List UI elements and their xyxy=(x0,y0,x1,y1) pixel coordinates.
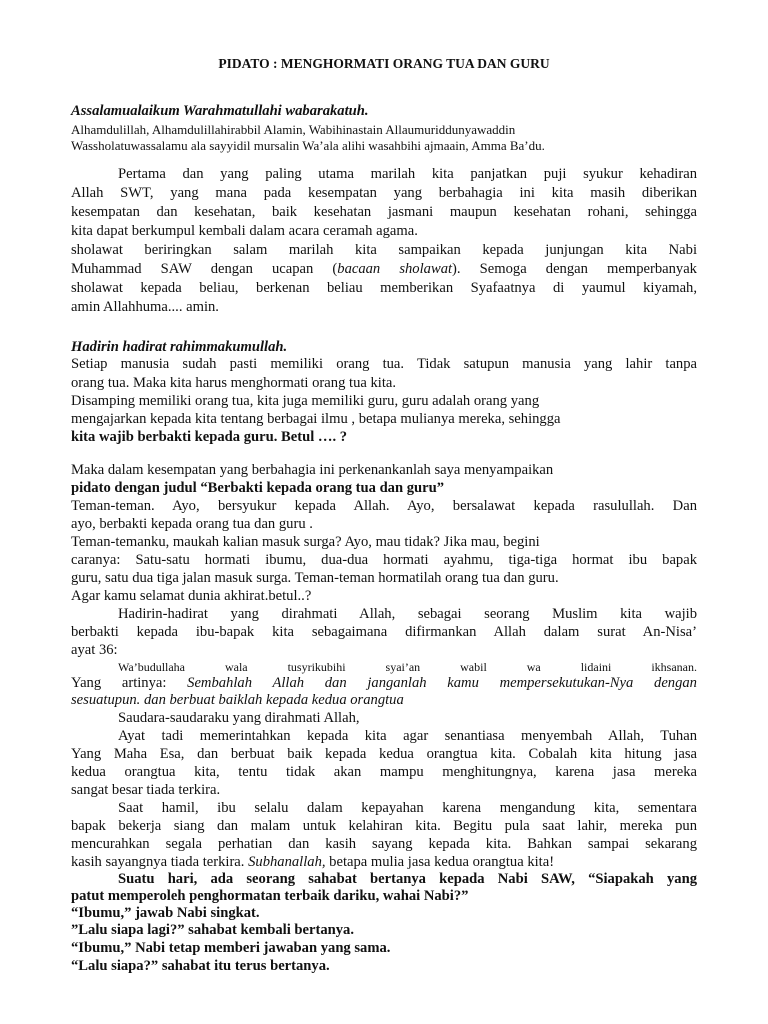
section3-line-10: berbakti kepada ibu-bapak kita sebagaimana difirmankan Allah dalam surat An-Nisa’ xyxy=(71,624,697,640)
section3-line-4: ayo, berbakti kepada orang tua dan guru . xyxy=(71,516,313,532)
para1-line-2: Allah SWT, yang mana pada kesempatan yang berbahagia ini kita masih diberikan xyxy=(71,185,697,201)
section3-line-6: caranya: Satu-satu hormati ibumu, dua-dua hormati ayahmu, tiga-tiga hormat ibu bapak xyxy=(71,552,697,568)
para1-line-4: kita dapat berkumpul kembali dalam acara ceramah agama. xyxy=(71,223,418,239)
section3-line-24: patut memperoleh penghormatan terbaik dariku, wahai Nabi?” xyxy=(71,888,469,904)
para2-line-4: amin Allahhuma.... amin. xyxy=(71,299,219,315)
arabic-transliteration: Wa’budullaha wala tusyrikubihi syai’an wabil wa lidaini ikhsanan. xyxy=(118,660,697,674)
section3-line-27: “Ibumu,” Nabi tetap memberi jawaban yang sama. xyxy=(71,940,391,956)
section3-line-26: ”Lalu siapa lagi?” sahabat kembali bertanya. xyxy=(71,922,355,938)
para1-line-1: Pertama dan yang paling utama marilah kita panjatkan puji syukur kehadiran xyxy=(118,166,697,182)
section3-line-19: Saat hamil, ibu selalu dalam kepayahan karena mengandung kita, sementara xyxy=(118,800,697,816)
para1-line-3: kesempatan dan kesehatan, baik kesehatan jasmani maupun kesehatan rohani, sehingga xyxy=(71,204,697,220)
section3-line-22: kasih sayangnya tiada terkira. Subhanallah, betapa mulia jasa kedua orangtua kita! xyxy=(71,854,555,870)
section2-line-4: mengajarkan kepada kita tentang berbagai ilmu , betapa mulianya mereka, sehingga xyxy=(71,411,561,427)
document-title: PIDATO : MENGHORMATI ORANG TUA DAN GURU xyxy=(218,56,550,71)
section3-line-5: Teman-temanku, maukah kalian masuk surga? Ayo, mau tidak? Jika mau, begini xyxy=(71,534,540,550)
section3-line-16: Yang Maha Esa, dan berbuat baik kepada kedua orangtua kita. Cobalah kita hitung jasa xyxy=(71,746,697,762)
bacaan-sholawat: bacaan sholawat xyxy=(337,261,453,277)
para2-line-1: sholawat beriringkan salam marilah kita sampaikan kepada junjungan kita Nabi xyxy=(71,242,697,258)
section3-line-18: sangat besar tiada terkira. xyxy=(71,782,221,798)
section3-line-20: bapak bekerja siang dan malam untuk kelahiran kita. Begitu pula saat lahir, mereka pun xyxy=(71,818,697,834)
section2-line-5: kita wajib berbakti kepada guru. Betul …. ? xyxy=(71,429,348,445)
section3-line-17: kedua orangtua kita, tentu tidak akan mampu menghitungnya, karena jasa mereka xyxy=(71,764,697,780)
section3-line-23: Suatu hari, ada seorang sahabat bertanya kepada Nabi SAW, “Siapakah yang xyxy=(118,871,697,887)
section2-line-2: orang tua. Maka kita harus menghormati orang tua kita. xyxy=(71,375,397,391)
translation-line-1: Yang artinya: Sembahlah Allah dan janganlah kamu mempersekutukan-Nya dengan xyxy=(71,675,697,691)
section3-line-25: “Ibumu,” jawab Nabi singkat. xyxy=(71,905,260,921)
opening-line-1: Alhamdulillah, Alhamdulillahirabbil Alamin, Wabihinastain Allaumuriddunyawaddin xyxy=(71,122,516,137)
section3-line-28: “Lalu siapa?” sahabat itu terus bertanya. xyxy=(71,958,330,974)
section3-line-11: ayat 36: xyxy=(71,642,118,658)
section2-line-1: Setiap manusia sudah pasti memiliki orang tua. Tidak satupun manusia yang lahir tanpa xyxy=(71,356,697,372)
section3-line-15: Ayat tadi memerintahkan kepada kita agar senantiasa menyembah Allah, Tuhan xyxy=(118,728,697,744)
section3-line-21: mencurahkan segala perhatian dan kasih sayang kepada kita. Bahkan sampai sekarang xyxy=(71,836,697,852)
para2-line-3: sholawat kepada beliau, berkenan beliau memberikan Syafaatnya di yaumul kiyamah, xyxy=(71,280,697,296)
para2-line-2: Muhammad SAW dengan ucapan (bacaan sholawat). Semoga dengan memperbanyak xyxy=(71,261,697,277)
section3-line-8: Agar kamu selamat dunia akhirat.betul..? xyxy=(71,588,312,604)
section2-heading: Hadirin hadirat rahimmakumullah. xyxy=(71,339,288,355)
section3-line-1: Maka dalam kesempatan yang berbahagia ini perkenankanlah saya menyampaikan xyxy=(71,462,554,478)
section3-line-3: Teman-teman. Ayo, bersyukur kepada Allah. Ayo, bersalawat kepada rasulullah. Dan xyxy=(71,498,697,514)
section3-line-7: guru, satu dua tiga jalan masuk surga. Teman-teman hormatilah orang tua dan guru. xyxy=(71,570,559,586)
greeting: Assalamualaikum Warahmatullahi wabarakatuh. xyxy=(71,103,369,119)
section3-line-9: Hadirin-hadirat yang dirahmati Allah, sebagai seorang Muslim kita wajib xyxy=(118,606,697,622)
speech-title-line: pidato dengan judul “Berbakti kepada orang tua dan guru” xyxy=(71,480,445,496)
section2-line-3: Disamping memiliki orang tua, kita juga memiliki guru, guru adalah orang yang xyxy=(71,393,540,409)
section3-line-14: Saudara-saudaraku yang dirahmati Allah, xyxy=(118,710,360,726)
translation-line-2: sesuatupun. dan berbuat baiklah kepada kedua orangtua xyxy=(71,692,404,708)
opening-line-2: Wassholatuwassalamu ala sayyidil mursalin Wa’ala alihi wasahbihi ajmaain, Amma Ba’du. xyxy=(71,138,545,153)
